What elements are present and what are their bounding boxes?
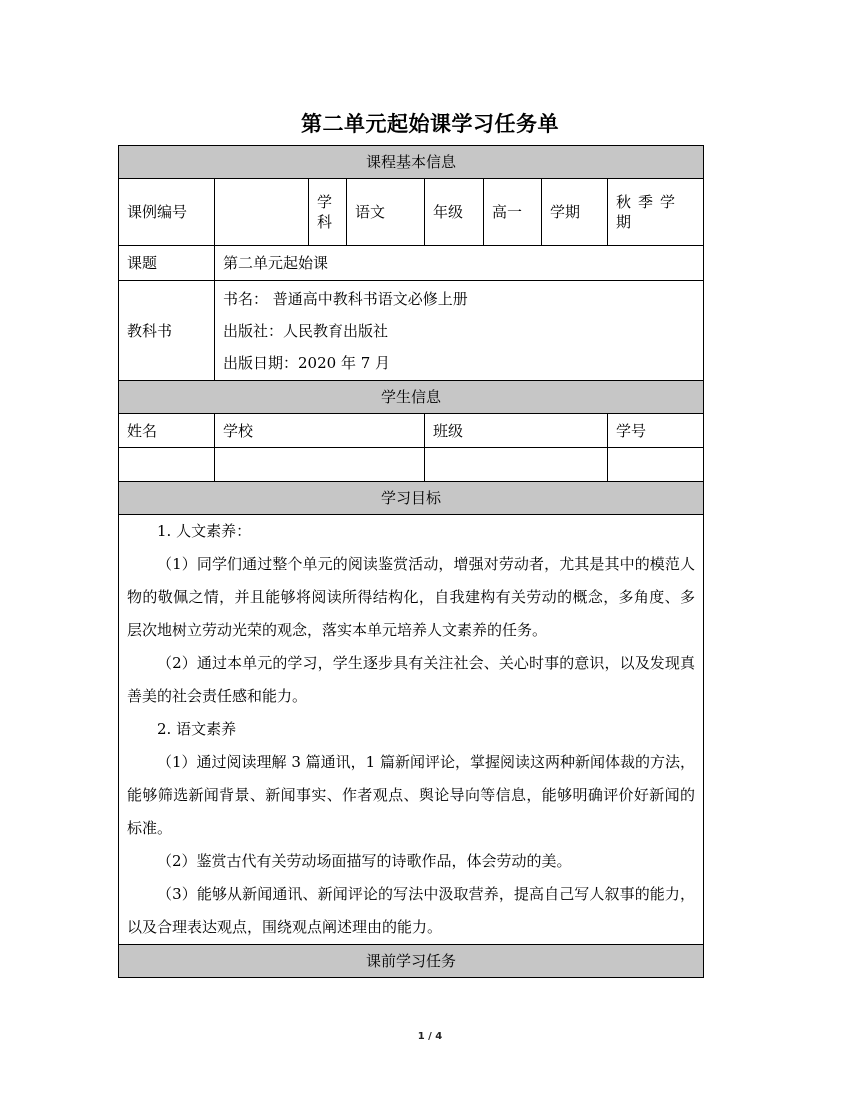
page-number: 1 / 4: [417, 1031, 443, 1042]
topic-row: [119, 246, 704, 281]
goals-row: [119, 515, 704, 945]
textbook-name-line: 书名： 普通高中教科书语文必修上册: [223, 289, 468, 308]
section-title: 课前学习任务: [119, 945, 704, 978]
subject-label-char-2: 科: [317, 213, 333, 231]
student-input-row: [119, 448, 704, 482]
textbook-publisher-line: 出版社：人民教育出版社: [223, 321, 389, 340]
goal-paragraph: （3）能够从新闻通讯、新闻评论的写法中汲取营养，提高自己写人叙事的能力，以及合理表达观点，围绕观点阐述理由的能力。: [127, 885, 696, 936]
student-school-field[interactable]: [215, 448, 425, 482]
course-meta-row: [119, 179, 704, 246]
grade-label: 年级: [425, 179, 484, 246]
section-title: 学习目标: [119, 482, 704, 515]
case-number-label: 课例编号: [119, 179, 215, 246]
section-title: 课程基本信息: [119, 146, 704, 179]
goal-paragraph: （2）鉴赏古代有关劳动场面描写的诗歌作品，体会劳动的美。: [157, 852, 572, 870]
student-name-field[interactable]: [119, 448, 215, 482]
section-pre-class-tasks: [119, 945, 704, 978]
section-course-info: [119, 146, 704, 179]
topic-label: 课题: [119, 246, 215, 281]
student-header-row: [119, 414, 704, 448]
section-student-info: [119, 381, 704, 414]
section-title: 学生信息: [119, 381, 704, 414]
term-value: 秋季学期: [608, 179, 704, 246]
textbook-row: [119, 281, 704, 381]
goal-paragraph: （1）同学们通过整个单元的阅读鉴赏活动，增强对劳动者，尤其是其中的模范人物的敬佩之情，并且能够将阅读所得结构化，自我建构有关劳动的概念，多角度、多层次地树立劳动光荣的观念，落实本单元培养人文素养的任务。: [127, 555, 696, 639]
goal-heading-humanities: 1. 人文素养：: [157, 522, 252, 540]
subject-label: [309, 179, 347, 246]
task-sheet-table: [118, 145, 704, 978]
student-name-label: 姓名: [119, 414, 215, 448]
textbook-label: 教科书: [119, 281, 215, 381]
page-title: 第二单元起始课学习任务单: [301, 112, 559, 136]
term-label: 学期: [542, 179, 608, 246]
grade-value: 高一: [484, 179, 542, 246]
student-id-field[interactable]: [608, 448, 704, 482]
textbook-date-line: 出版日期：2020 年 7 月: [223, 353, 391, 372]
goal-heading-chinese-literacy: 2. 语文素养: [157, 720, 237, 738]
textbook-details: [215, 281, 704, 381]
student-school-label: 学校: [215, 414, 425, 448]
goal-paragraph: （2）通过本单元的学习，学生逐步具有关注社会、关心时事的意识，以及发现真善美的社会责任感和能力。: [127, 654, 696, 705]
goal-paragraph: （1）通过阅读理解 3 篇通讯，1 篇新闻评论，掌握阅读这两种新闻体裁的方法，能够筛选新闻背景、新闻事实、作者观点、舆论导向等信息，能够明确评价好新闻的标准。: [127, 753, 696, 837]
student-class-field[interactable]: [425, 448, 608, 482]
student-id-label: 学号: [608, 414, 704, 448]
subject-label-char-1: 学: [317, 193, 333, 211]
goals-content: [119, 515, 704, 945]
topic-value: 第二单元起始课: [215, 246, 704, 281]
student-class-label: 班级: [425, 414, 608, 448]
case-number-value: [215, 179, 309, 246]
subject-value: 语文: [347, 179, 425, 246]
section-goals: [119, 482, 704, 515]
